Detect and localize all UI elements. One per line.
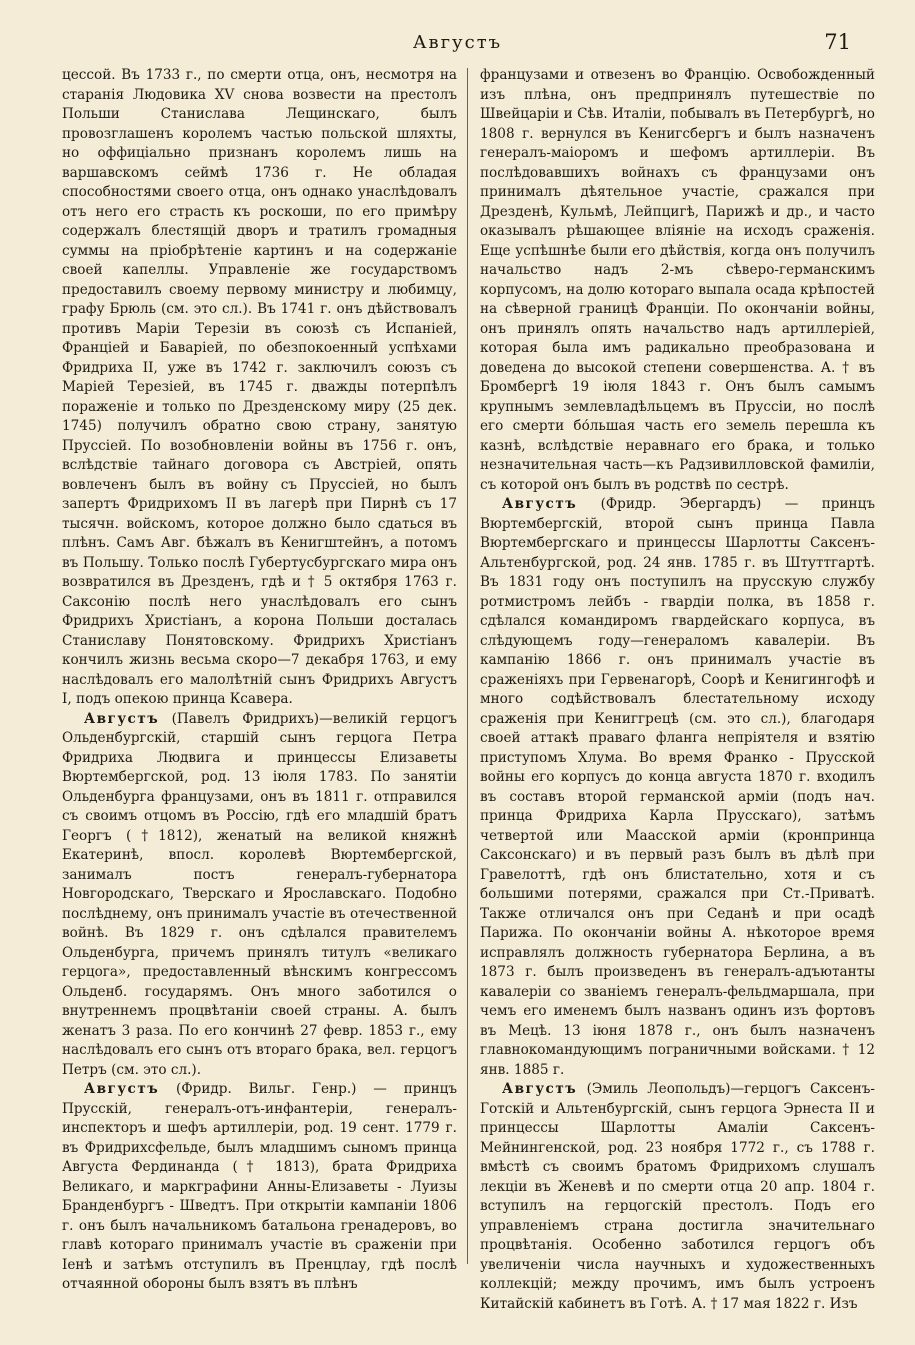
article-text: французами и отвезенъ во Францію. Освобожденный изъ плѣна, онъ предпринялъ путешествіе по Швейцаріи и Сѣв. Италіи, побывалъ въ Петербургѣ, но 1808 г. вернулся въ Кенигсбергъ и былъ назначенъ генералъ-маіоромъ и шефомъ артиллеріи. Въ послѣдовавшихъ войнахъ съ французами онъ принималъ дѣятельное участіе, сражался при Дрезденѣ, Кульмѣ, Лейпцигѣ, Парижѣ и др., и часто оказывалъ рѣшающее вліяніе на исходъ сраженія. Еще успѣшнѣе были его дѣйствія, когда онъ получилъ начальство надъ 2-мъ сѣверо-германскимъ корпусомъ, на долю котораго выпала осада крѣпостей на сѣверной границѣ Франціи. По окончаніи войны, онъ принялъ опять начальство надъ артиллеріей, которая была имъ радикально преобразована и доведена до высокой степени совершенства. А. † въ Бромбергѣ 19 іюля 1843 г. Онъ былъ самымъ крупнымъ землевладѣльцемъ въ Пруссіи, но послѣ его смерти бо́льшая часть его земель перешла къ казнѣ, вслѣдствіе неравнаго его брака, и только незначительная часть—къ Радзивилловской фамиліи, съ которой онъ былъ въ родствѣ по сестрѣ. [480, 67, 875, 493]
running-head [0, 30, 915, 56]
article-text: (Эмиль Леопольдъ)—герцогъ Саксенъ-Готскій и Альтенбургскій, сынъ герцога Эрнеста II и принцессы Шарлотты Амаліи Саксенъ-Мейнингенской, род. 23 ноября 1772 г., съ 1788 г. вмѣстѣ съ своимъ братомъ Фридрихомъ слушалъ лекціи въ Женевѣ и по смерти отца 20 апр. 1804 г. вступилъ на герцогскій престолъ. Подъ его управленіемъ страна достигла значительнаго процвѣтанія. Особенно заботился герцогъ объ увеличеніи числа научныхъ и художественныхъ коллекцій; между прочимъ, имъ былъ устроенъ Китайскій кабинетъ въ Готѣ. А. † 17 мая 1822 г. Изъ [480, 1081, 875, 1312]
article-continuation [480, 66, 875, 495]
entry-headword: Августъ [84, 1081, 160, 1097]
left-column [62, 66, 457, 1314]
article-text: цессой. Въ 1733 г., по смерти отца, онъ, несмотря на старанія Людовика XV снова возвести на престолъ Польши Станислава Лещинскаго, былъ провозглашенъ королемъ частью польской шляхты, но оффиціально признанъ королемъ лишь на варшавскомъ сеймѣ 1736 г. Не обладая способностями своего отца, онъ однако унаслѣдовалъ отъ него его страсть къ роскоши, по его примѣру содержалъ блестящій дворъ и тратилъ громадныя суммы на пріобрѣтеніе картинъ и на содержаніе своей капеллы. Управленіе же государствомъ предоставилъ своему первому министру и любимцу, графу Брюль (см. это сл.). Въ 1741 г. онъ дѣйствовалъ противъ Маріи Терезіи въ союзѣ съ Испаніей, Франціей и Баваріей, по обезпокоенный успѣхами Фридриха II, уже въ 1742 г. заключилъ союзъ съ Маріей Терезіей, въ 1745 г. дважды потерпѣлъ пораженіе и только по Дрезденскому миру (25 дек. 1745) получилъ обратно свою страну, занятую Пруссіей. По возобновленіи войны въ 1756 г. онъ, вслѣдствіе тайнаго договора съ Австріей, опять вовлеченъ былъ въ войну съ Пруссіей, но былъ запертъ Фридрихомъ II въ лагерѣ при Пирнѣ съ 17 тысячн. войскомъ, которое должно было сдаться въ плѣнъ. Самъ Авг. бѣжалъ въ Кенигштейнъ, а потомъ въ Польшу. Только послѣ Губертусбургскаго мира онъ возвратился въ Дрезденъ, гдѣ и † 5 октября 1763 г. Саксонію послѣ него унаслѣдовалъ его сынъ Фридрихъ Христіанъ, а корона Польши досталась Станиславу Понятовскому. Фридрихъ Христіанъ кончилъ жизнь весьма скоро—7 декабря 1763, и ему наслѣдовалъ его малолѣтній сынъ Фридрихъ Августъ I, подъ опекою принца Ксавера. [62, 67, 457, 707]
article-entry [480, 1080, 875, 1314]
text-columns [62, 66, 875, 1314]
entry-headword: Августъ [502, 1081, 578, 1097]
running-title: Августъ [412, 32, 503, 53]
right-column [480, 66, 875, 1314]
article-text: (Фридр. Эбергардъ) — принцъ Вюртембергскій, второй сынъ принца Павла Вюртембергскаго и принцессы Шарлотты Саксенъ-Альтенбургской, род. 24 янв. 1785 г. въ Штуттгартѣ. Въ 1831 году онъ поступилъ на прусскую службу ротмистромъ лейбъ - гвардіи полка, въ 1858 г. сдѣлался командиромъ гвардейскаго корпуса, въ слѣдующемъ году—генераломъ кавалеріи. Въ кампанію 1866 г. онъ принималъ участіе въ сраженіяхъ при Гервенагорѣ, Соорѣ и Кенигингофѣ и много содѣйствовалъ блестательному исходу сраженія при Кениггрецѣ (см. это сл.), благодаря своей аттакѣ праваго фланга непріятеля и взятію приступомъ Хлума. Во время Франко - Прусской войны его корпусъ до конца августа 1870 г. входилъ въ составъ второй германской арміи (подъ нач. принца Фридриха Карла Прусскаго), затѣмъ четвертой или Маасской арміи (кронпринца Саксонскаго) и въ первый разъ былъ въ дѣлѣ при Гравелоттѣ, гдѣ онъ блистательно, хотя и съ большими потерями, сражался при Ст.-Приватѣ. Также отличался онъ при Седанѣ и при осадѣ Парижа. По окончаніи войны А. нѣкоторое время исправлялъ должность губернатора Берлина, а въ 1873 г. былъ произведенъ въ генералъ-адъютанты кавалеріи со званіемъ генералъ-фельдмаршала, при чемъ его именемъ былъ названъ одинъ изъ фортовъ въ Мецѣ. 13 іюня 1878 г., онъ былъ назначенъ главнокомандующимъ пограничными войсками. † 12 янв. 1885 г. [480, 496, 875, 1078]
article-entry [62, 1080, 457, 1295]
article-continuation [62, 66, 457, 710]
entry-headword: Августъ [84, 710, 160, 727]
entry-headword: Августъ [502, 496, 578, 512]
article-text: (Фридр. Вильг. Генр.) — принцъ Прусскій, генералъ-отъ-инфантеріи, генералъ-инспекторъ и шефъ артиллеріи, род. 19 сент. 1779 г. въ Фридрихсфельде, былъ младшимъ сыномъ принца Августа Фердинанда († 1813), брата Фридриха Великаго, и маркграфини Анны-Елизаветы - Луизы Бранденбургъ - Шведтъ. При открытіи кампаніи 1806 г. онъ былъ начальникомъ батальона гренадеровъ, во главѣ котораго принималъ участіе въ сраженіи при Іенѣ и затѣмъ отступилъ въ Пренцлау, гдѣ послѣ отчаянной обороны былъ взятъ въ плѣнъ [62, 1081, 458, 1292]
page-number: 71 [824, 30, 851, 54]
article-entry [62, 710, 457, 1081]
article-text: (Павелъ Фридрихъ)—великій герцогъ Ольденбургскій, старшій сынъ герцога Петра Фридриха Людвига и принцессы Елизаветы Вюртембергской, род. 13 іюля 1783. По занятіи Ольденбурга французами, онъ въ 1811 г. отправился съ своимъ отцомъ въ Россію, гдѣ его младшій братъ Георгъ (†1812), женатый на великой княжнѣ Екатеринѣ, впосл. королевѣ Вюртембергской, занималъ постъ генералъ-губернатора Новгородскаго, Тверскаго и Ярославскаго. Подобно послѣднему, онъ принималъ участіе въ отечественной войнѣ. Въ 1829 г. онъ сдѣлался правителемъ Ольденбурга, причемъ принялъ титулъ «великаго герцога», предоставленный вѣнскимъ конгрессомъ Ольденб. государямъ. Онъ много заботился о внутреннемъ процвѣтаніи своей страны. А. былъ женатъ 3 раза. По его кончинѣ 27 февр. 1853 г., ему наслѣдовалъ его сынъ отъ втораго брака, вел. герцогъ Петръ (см. это сл.). [62, 710, 457, 1078]
article-entry [480, 495, 875, 1080]
